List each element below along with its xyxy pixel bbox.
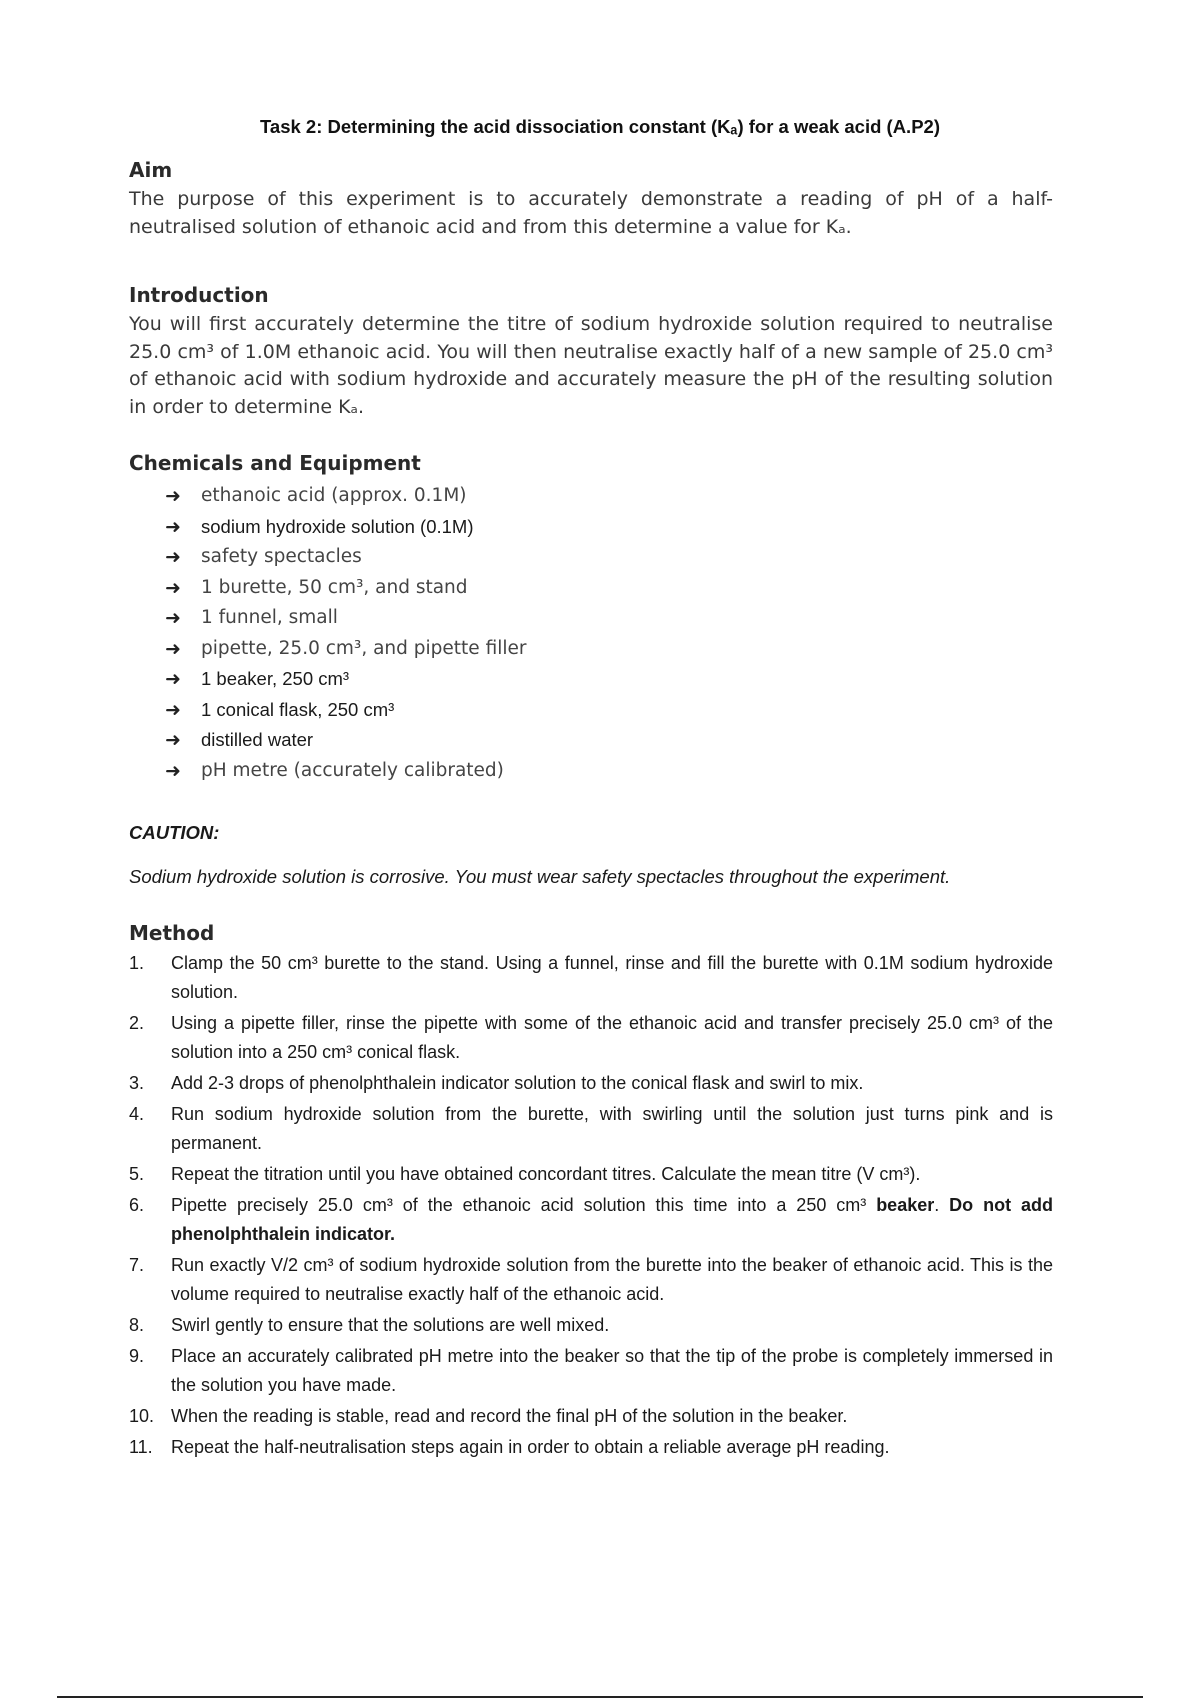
list-item: 1. Clamp the 50 cm³ burette to the stand. Using a funnel, rinse and fill the burette with 0.1M sodium hydroxide solution.: [129, 953, 1053, 1002]
caution-section: [129, 822, 1053, 844]
introduction-text: You will first accurately determine the titre of sodium hydroxide solution required to neutralise 25.0 cm³ of 1.0M ethanoic acid. You will then neutralise exactly half of a new sample of 25.0 cm³ of ethanoic acid with sodium hydroxide and accurately measure the pH of the resulting solution in order to determine Kₐ.: [129, 313, 1053, 418]
list-item: ➜ distilled water: [165, 725, 1053, 756]
method-heading: Method: [129, 921, 215, 945]
right-arrow-icon: ➜: [165, 546, 181, 568]
caution-body: [129, 866, 1053, 888]
right-arrow-icon: ➜: [165, 698, 181, 721]
list-item: 4. Run sodium hydroxide solution from the burette, with swirling until the solution just turns pink and is permanent.: [129, 1104, 1053, 1153]
right-arrow-icon: ➜: [165, 576, 181, 599]
list-item: 3. Add 2-3 drops of phenolphthalein indicator solution to the conical flask and swirl to mix.: [129, 1073, 864, 1093]
aim-text: The purpose of this experiment is to accurately demonstrate a reading of pH of a half-neutralised solution of ethanoic acid and from this determine a value for Kₐ.: [129, 188, 1053, 238]
aim-heading: Aim: [129, 158, 173, 182]
list-item: ➜ pipette, 25.0 cm³, and pipette filler: [165, 634, 1053, 665]
list-item: 7. Run exactly V/2 cm³ of sodium hydroxide solution from the burette into the beaker of ethanoic acid. This is the volume required to neutralise exactly half of the ethanoic acid.: [129, 1255, 1053, 1304]
list-item: 5. Repeat the titration until you have obtained concordant titres. Calculate the mean titre (V cm³).: [129, 1164, 921, 1184]
right-arrow-icon: ➜: [165, 515, 181, 538]
list-item: 10. When the reading is stable, read and record the final pH of the solution in the beaker.: [129, 1406, 848, 1426]
list-item: 9. Place an accurately calibrated pH metre into the beaker so that the tip of the probe is completely immersed in the solution you have made.: [129, 1346, 1053, 1395]
introduction-section: [129, 283, 1053, 421]
list-item: 2. Using a pipette filler, rinse the pipette with some of the ethanoic acid and transfer precisely 25.0 cm³ of the solution into a 250 cm³ conical flask.: [129, 1013, 1053, 1062]
caution-text: Sodium hydroxide solution is corrosive. You must wear safety spectacles throughout the experiment.: [129, 866, 951, 887]
chemicals-section: [129, 451, 1053, 786]
list-item: ➜ 1 conical flask, 250 cm³: [165, 695, 1053, 726]
list-item: ➜ 1 burette, 50 cm³, and stand: [165, 573, 1053, 604]
caution-heading: CAUTION:: [129, 822, 220, 843]
list-item: ➜ 1 beaker, 250 cm³: [165, 664, 1053, 695]
method-list: [129, 949, 1053, 1462]
right-arrow-icon: ➜: [165, 759, 181, 782]
right-arrow-icon: ➜: [165, 668, 181, 690]
footer-divider: [57, 1696, 1143, 1698]
right-arrow-icon: ➜: [165, 485, 181, 507]
list-item: ➜ safety spectacles: [165, 542, 1053, 573]
list-item: ➜ pH metre (accurately calibrated): [165, 756, 1053, 787]
list-item: ➜ sodium hydroxide solution (0.1M): [165, 512, 1053, 543]
page-title: Task 2: Determining the acid dissociation constant (Kₐ) for a weak acid (A.P2): [260, 116, 940, 137]
list-item: 6. Pipette precisely 25.0 cm³ of the ethanoic acid solution this time into a 250 cm³ beaker. Do not add phenolphthalein indicator.: [129, 1195, 1054, 1244]
introduction-heading: Introduction: [129, 283, 269, 307]
chemicals-heading: Chemicals and Equipment: [129, 451, 421, 475]
right-arrow-icon: ➜: [165, 637, 181, 660]
right-arrow-icon: ➜: [165, 607, 181, 629]
list-item: 8. Swirl gently to ensure that the solutions are well mixed.: [129, 1315, 610, 1335]
right-arrow-icon: ➜: [165, 729, 181, 751]
method-section: [129, 921, 1053, 1464]
list-item: ➜ ethanoic acid (approx. 0.1M): [165, 481, 1053, 512]
list-item: ➜ 1 funnel, small: [165, 603, 1053, 634]
list-item: 11. Repeat the half-neutralisation steps again in order to obtain a reliable average pH reading.: [129, 1437, 890, 1457]
aim-section: [129, 158, 1053, 241]
equipment-list: [129, 481, 1053, 786]
